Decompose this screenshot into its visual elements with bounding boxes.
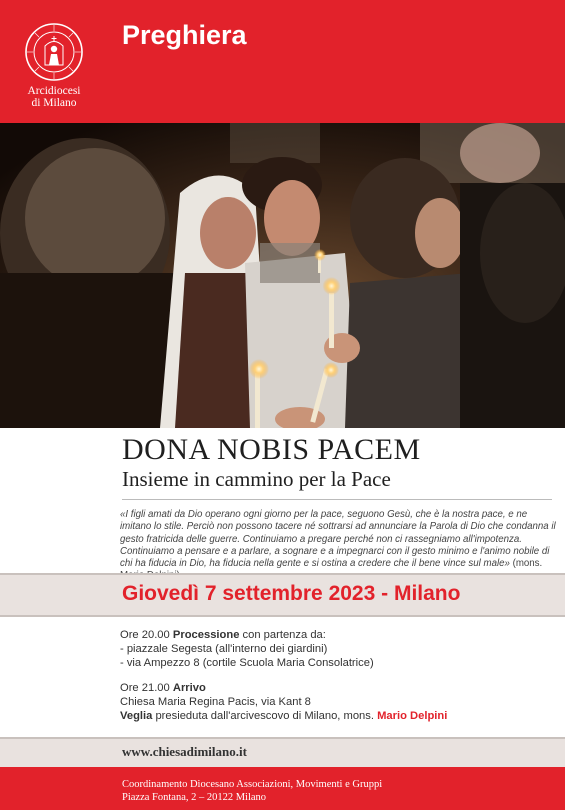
candlelight-prayer-photo <box>0 123 565 428</box>
church-location: Chiesa Maria Regina Pacis, via Kant 8 <box>120 696 311 709</box>
footer-text <box>122 778 382 804</box>
website-band <box>0 737 565 767</box>
time-1: Ore 20.00 <box>120 629 170 641</box>
event-vigil: Veglia <box>120 709 153 722</box>
quote-text: «I figli amati da Dio operano ogni giorno per la pace, seguono Gesù, che è la nostra pace, e ne imitano lo stile. Perciò non possono tacere né sottrarsi ad annunciare la Parola di Dio che condanna il gesto fratricida delle guerre. Continuiamo a pregare perché non ci rassegniamo all'impotenza. Continuiamo a pensare e a parlare, a sognare e a impegnarci con il gesto minimo e l'animo nobile di chi ha fiducia in Dio, ha fiducia nella gente e si ostina a credere che il bene vince sul male» <box>120 509 556 570</box>
program-line <box>120 629 550 643</box>
program-line <box>120 682 550 696</box>
subtitle: Insieme in cammino per la Pace <box>122 467 391 491</box>
footer-line-1: Coordinamento Diocesano Associazioni, Movimenti e Gruppi <box>122 779 383 790</box>
quote-paragraph <box>120 509 558 583</box>
event-date: Giovedì 7 settembre 2023 - Milano <box>122 582 461 605</box>
event-procession-detail: con partenza da: <box>242 629 326 641</box>
diocese-line-1: Arcidiocesi <box>27 85 81 97</box>
diocese-name <box>10 85 98 109</box>
divider <box>122 499 552 500</box>
diocese-line-2: di Milano <box>31 97 77 109</box>
place-2: - via Ampezzo 8 (cortile Scuola Maria Consolatrice) <box>120 656 374 669</box>
place-1: - piazzale Segesta (all'interno dei giardini) <box>120 642 328 655</box>
event-program <box>120 629 550 724</box>
time-2: Ore 21.00 <box>120 682 170 695</box>
spacer <box>120 670 550 682</box>
program-line <box>120 710 550 724</box>
page-title: Preghiera <box>122 20 247 50</box>
quote-author: (mons. <box>512 558 543 570</box>
archdiocese-seal-icon <box>24 22 84 82</box>
presider-name: Mario Delpini <box>377 709 448 722</box>
main-title: DONA NOBIS PACEM <box>122 433 421 466</box>
website-link[interactable]: www.chiesadimilano.it <box>122 744 247 759</box>
event-vigil-detail: presieduta dall'arcivescovo di Milano, mons. <box>155 709 374 722</box>
footer-line-2: Piazza Fontana, 2 – 20122 Milano <box>122 792 267 803</box>
event-procession: Processione <box>172 629 240 641</box>
event-arrival: Arrivo <box>172 682 206 695</box>
